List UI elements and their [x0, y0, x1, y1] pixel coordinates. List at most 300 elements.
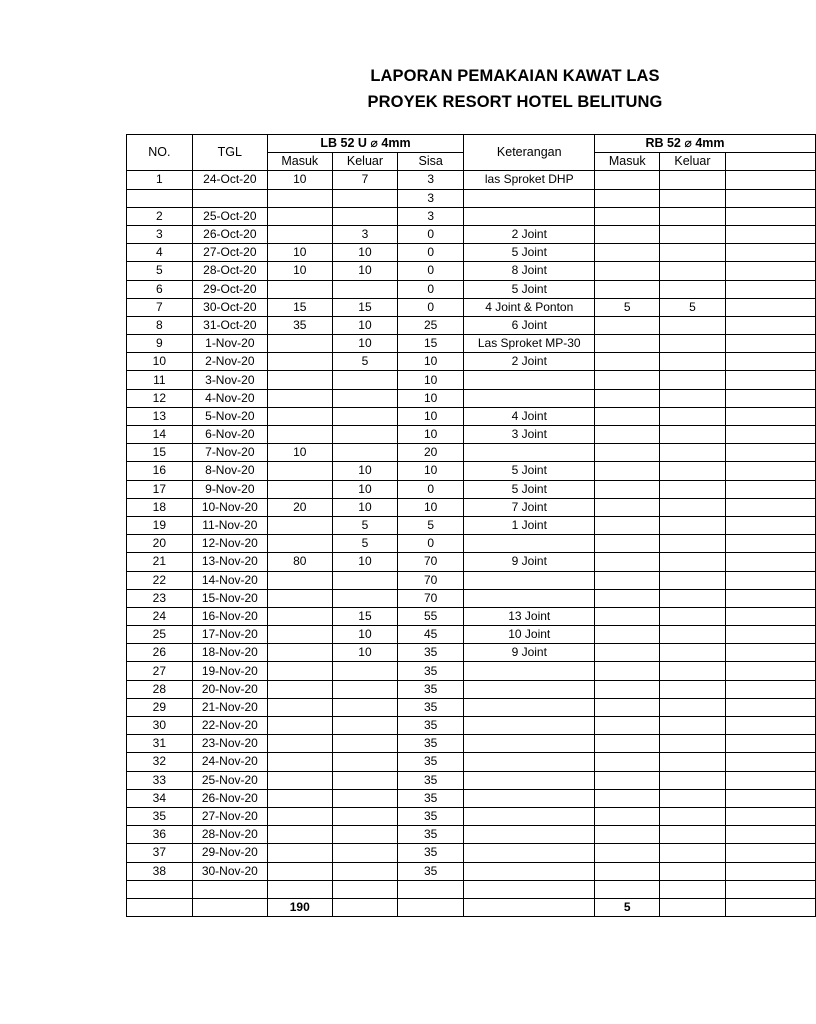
cell-keluar2: [660, 444, 726, 462]
cell-masuk2: [595, 717, 660, 735]
cell-tgl: 19-Nov-20: [192, 662, 267, 680]
table-row: [127, 225, 816, 243]
table-row: [127, 844, 816, 862]
cell-ket: 4 Joint: [464, 407, 595, 425]
cell-masuk2: [595, 680, 660, 698]
cell-no: 24: [127, 607, 193, 625]
cell-tgl: 5-Nov-20: [192, 407, 267, 425]
cell-masuk2: [595, 880, 660, 898]
cell-ket: [464, 771, 595, 789]
cell-sisa: 35: [398, 644, 464, 662]
cell-keluar2: [660, 717, 726, 735]
cell-masuk: 35: [267, 316, 332, 334]
cell-masuk2: [595, 244, 660, 262]
cell-masuk: [267, 207, 332, 225]
cell-keluar2: [660, 353, 726, 371]
cell-sisa2: [725, 862, 815, 880]
cell-keluar2: [660, 407, 726, 425]
table-row: [127, 316, 816, 334]
table-row: [127, 553, 816, 571]
header-masuk-2: Masuk: [595, 153, 660, 171]
cell-keluar2: [660, 880, 726, 898]
cell-sisa: 35: [398, 862, 464, 880]
cell-ket: [464, 717, 595, 735]
cell-no: 19: [127, 516, 193, 534]
cell-sisa2: [725, 244, 815, 262]
header-no: NO.: [127, 135, 193, 171]
cell-keluar2: [660, 316, 726, 334]
cell-sisa: 55: [398, 607, 464, 625]
cell-keluar: 5: [332, 535, 398, 553]
cell-ket: [464, 535, 595, 553]
cell-keluar: 10: [332, 262, 398, 280]
cell-masuk: 80: [267, 553, 332, 571]
cell-no: 22: [127, 571, 193, 589]
total-tgl: [192, 898, 267, 916]
cell-keluar: 10: [332, 462, 398, 480]
cell-masuk: [267, 462, 332, 480]
table-row: [127, 280, 816, 298]
cell-no: 8: [127, 316, 193, 334]
cell-ket: [464, 662, 595, 680]
cell-keluar2: 5: [660, 298, 726, 316]
cell-no: 35: [127, 807, 193, 825]
cell-ket: las Sproket DHP: [464, 171, 595, 189]
cell-ket: 8 Joint: [464, 262, 595, 280]
cell-keluar2: [660, 626, 726, 644]
cell-masuk2: [595, 207, 660, 225]
table-row: [127, 771, 816, 789]
cell-keluar: [332, 407, 398, 425]
cell-no: 28: [127, 680, 193, 698]
cell-sisa: 0: [398, 298, 464, 316]
cell-masuk2: [595, 789, 660, 807]
cell-ket: 7 Joint: [464, 498, 595, 516]
cell-tgl: 25-Nov-20: [192, 771, 267, 789]
cell-tgl: 8-Nov-20: [192, 462, 267, 480]
cell-no: 3: [127, 225, 193, 243]
cell-keluar2: [660, 280, 726, 298]
cell-no: 10: [127, 353, 193, 371]
cell-masuk2: [595, 353, 660, 371]
cell-masuk: [267, 535, 332, 553]
cell-sisa: 0: [398, 262, 464, 280]
cell-no: 32: [127, 753, 193, 771]
cell-masuk: [267, 644, 332, 662]
table-row: [127, 371, 816, 389]
cell-ket: Las Sproket MP-30: [464, 335, 595, 353]
cell-masuk2: [595, 462, 660, 480]
cell-tgl: 30-Oct-20: [192, 298, 267, 316]
cell-sisa: 35: [398, 771, 464, 789]
table-row: [127, 262, 816, 280]
cell-keluar: 10: [332, 316, 398, 334]
cell-masuk: [267, 789, 332, 807]
cell-sisa2: [725, 753, 815, 771]
total-masuk2: 5: [595, 898, 660, 916]
cell-masuk: [267, 280, 332, 298]
cell-keluar2: [660, 480, 726, 498]
cell-keluar2: [660, 862, 726, 880]
report-table-container: [126, 134, 725, 934]
cell-masuk: [267, 589, 332, 607]
cell-masuk2: [595, 171, 660, 189]
cell-sisa: 0: [398, 280, 464, 298]
cell-sisa2: [725, 662, 815, 680]
cell-keluar2: [660, 698, 726, 716]
cell-masuk2: [595, 335, 660, 353]
table-row: [127, 589, 816, 607]
cell-tgl: 4-Nov-20: [192, 389, 267, 407]
cell-keluar2: [660, 244, 726, 262]
cell-tgl: 26-Nov-20: [192, 789, 267, 807]
cell-ket: [464, 189, 595, 207]
cell-ket: [464, 571, 595, 589]
cell-masuk: [267, 771, 332, 789]
cell-sisa2: [725, 444, 815, 462]
cell-sisa: 0: [398, 535, 464, 553]
total-keluar: [332, 898, 398, 916]
cell-tgl: 28-Oct-20: [192, 262, 267, 280]
cell-masuk2: [595, 753, 660, 771]
cell-tgl: 27-Oct-20: [192, 244, 267, 262]
cell-masuk2: [595, 607, 660, 625]
cell-keluar2: [660, 535, 726, 553]
cell-tgl: 28-Nov-20: [192, 826, 267, 844]
header-sisa-2: [725, 153, 815, 171]
cell-sisa2: [725, 698, 815, 716]
cell-sisa: [398, 880, 464, 898]
cell-ket: [464, 880, 595, 898]
cell-no: 23: [127, 589, 193, 607]
cell-ket: 10 Joint: [464, 626, 595, 644]
cell-keluar2: [660, 335, 726, 353]
cell-masuk: [267, 862, 332, 880]
cell-sisa: 35: [398, 844, 464, 862]
cell-sisa2: [725, 353, 815, 371]
cell-masuk: [267, 662, 332, 680]
cell-masuk2: [595, 280, 660, 298]
table-row: [127, 717, 816, 735]
cell-no: 34: [127, 789, 193, 807]
cell-keluar: 10: [332, 553, 398, 571]
cell-ket: 5 Joint: [464, 462, 595, 480]
cell-tgl: 21-Nov-20: [192, 698, 267, 716]
cell-masuk: [267, 735, 332, 753]
cell-sisa: 10: [398, 407, 464, 425]
cell-keluar2: [660, 171, 726, 189]
cell-keluar2: [660, 262, 726, 280]
total-masuk: 190: [267, 898, 332, 916]
cell-keluar: [332, 189, 398, 207]
cell-tgl: 10-Nov-20: [192, 498, 267, 516]
cell-no: 6: [127, 280, 193, 298]
cell-ket: [464, 735, 595, 753]
table-row: [127, 353, 816, 371]
cell-masuk2: [595, 480, 660, 498]
cell-keluar2: [660, 553, 726, 571]
cell-ket: [464, 389, 595, 407]
table-row: [127, 753, 816, 771]
cell-masuk: [267, 880, 332, 898]
cell-sisa2: [725, 225, 815, 243]
cell-no: 2: [127, 207, 193, 225]
cell-ket: 5 Joint: [464, 280, 595, 298]
cell-tgl: 29-Nov-20: [192, 844, 267, 862]
cell-masuk2: [595, 807, 660, 825]
total-no: [127, 898, 193, 916]
cell-ket: [464, 371, 595, 389]
cell-keluar2: [660, 844, 726, 862]
cell-sisa2: [725, 480, 815, 498]
cell-ket: [464, 862, 595, 880]
cell-sisa2: [725, 735, 815, 753]
cell-no: 29: [127, 698, 193, 716]
cell-tgl: 22-Nov-20: [192, 717, 267, 735]
cell-keluar: [332, 807, 398, 825]
cell-keluar: 5: [332, 516, 398, 534]
cell-no: 13: [127, 407, 193, 425]
project-title: PROYEK RESORT HOTEL BELITUNG: [367, 93, 663, 111]
total-sisa2: [725, 898, 815, 916]
cell-keluar: [332, 735, 398, 753]
cell-tgl: 27-Nov-20: [192, 807, 267, 825]
cell-masuk2: [595, 498, 660, 516]
cell-masuk2: [595, 389, 660, 407]
cell-masuk: [267, 680, 332, 698]
cell-keluar2: [660, 589, 726, 607]
cell-keluar2: [660, 371, 726, 389]
cell-tgl: [192, 189, 267, 207]
cell-keluar: 3: [332, 225, 398, 243]
cell-tgl: 3-Nov-20: [192, 371, 267, 389]
cell-sisa2: [725, 407, 815, 425]
table-row: [127, 789, 816, 807]
cell-masuk2: [595, 316, 660, 334]
cell-keluar2: [660, 789, 726, 807]
table-row: [127, 662, 816, 680]
cell-keluar2: [660, 426, 726, 444]
header-masuk: Masuk: [267, 153, 332, 171]
cell-keluar2: [660, 607, 726, 625]
cell-masuk: [267, 626, 332, 644]
cell-sisa2: [725, 535, 815, 553]
cell-masuk2: [595, 771, 660, 789]
header-sisa: Sisa: [398, 153, 464, 171]
cell-ket: [464, 589, 595, 607]
cell-keluar: [332, 426, 398, 444]
cell-sisa: 35: [398, 826, 464, 844]
cell-masuk: [267, 335, 332, 353]
table-row: [127, 626, 816, 644]
cell-ket: [464, 207, 595, 225]
cell-masuk2: [595, 262, 660, 280]
cell-ket: [464, 698, 595, 716]
cell-ket: 9 Joint: [464, 644, 595, 662]
cell-masuk: [267, 480, 332, 498]
cell-masuk2: [595, 862, 660, 880]
table-row: [127, 244, 816, 262]
cell-tgl: 9-Nov-20: [192, 480, 267, 498]
cell-sisa2: [725, 389, 815, 407]
cell-masuk2: [595, 626, 660, 644]
cell-no: [127, 880, 193, 898]
cell-masuk2: [595, 571, 660, 589]
cell-no: 30: [127, 717, 193, 735]
cell-keluar: 15: [332, 298, 398, 316]
cell-sisa2: [725, 462, 815, 480]
table-row: [127, 298, 816, 316]
cell-keluar: 10: [332, 498, 398, 516]
cell-masuk: [267, 607, 332, 625]
table-row: [127, 880, 816, 898]
cell-masuk2: [595, 516, 660, 534]
cell-sisa2: [725, 626, 815, 644]
cell-masuk: 20: [267, 498, 332, 516]
cell-ket: 3 Joint: [464, 426, 595, 444]
cell-masuk: 15: [267, 298, 332, 316]
cell-ket: [464, 826, 595, 844]
cell-sisa2: [725, 298, 815, 316]
cell-sisa2: [725, 717, 815, 735]
cell-tgl: 31-Oct-20: [192, 316, 267, 334]
cell-no: 27: [127, 662, 193, 680]
table-row: [127, 680, 816, 698]
cell-sisa: 15: [398, 335, 464, 353]
cell-tgl: 24-Nov-20: [192, 753, 267, 771]
table-row: [127, 698, 816, 716]
cell-masuk2: 5: [595, 298, 660, 316]
cell-sisa: 3: [398, 171, 464, 189]
cell-sisa: 35: [398, 680, 464, 698]
cell-no: 21: [127, 553, 193, 571]
cell-tgl: 30-Nov-20: [192, 862, 267, 880]
cell-tgl: 29-Oct-20: [192, 280, 267, 298]
cell-ket: 4 Joint & Ponton: [464, 298, 595, 316]
table-row: [127, 171, 816, 189]
cell-sisa: 10: [398, 389, 464, 407]
cell-sisa: 35: [398, 662, 464, 680]
cell-sisa2: [725, 644, 815, 662]
cell-masuk: [267, 225, 332, 243]
table-row: [127, 189, 816, 207]
cell-masuk: 10: [267, 244, 332, 262]
cell-tgl: 20-Nov-20: [192, 680, 267, 698]
cell-no: 11: [127, 371, 193, 389]
cell-sisa: 10: [398, 462, 464, 480]
cell-keluar: 10: [332, 626, 398, 644]
cell-sisa2: [725, 498, 815, 516]
cell-sisa2: [725, 207, 815, 225]
cell-masuk2: [595, 735, 660, 753]
cell-masuk2: [595, 189, 660, 207]
cell-keluar2: [660, 771, 726, 789]
cell-keluar: [332, 444, 398, 462]
cell-ket: [464, 444, 595, 462]
totals-row: [127, 898, 816, 916]
cell-keluar: [332, 862, 398, 880]
cell-keluar: 10: [332, 480, 398, 498]
table-row: [127, 644, 816, 662]
cell-keluar2: [660, 662, 726, 680]
cell-masuk: [267, 516, 332, 534]
cell-masuk2: [595, 826, 660, 844]
cell-sisa2: [725, 516, 815, 534]
cell-keluar: [332, 662, 398, 680]
table-row: [127, 807, 816, 825]
cell-tgl: 1-Nov-20: [192, 335, 267, 353]
header-keluar: Keluar: [332, 153, 398, 171]
cell-masuk: 10: [267, 444, 332, 462]
cell-sisa2: [725, 607, 815, 625]
cell-tgl: 2-Nov-20: [192, 353, 267, 371]
cell-ket: 1 Joint: [464, 516, 595, 534]
cell-sisa2: [725, 553, 815, 571]
total-keluar2: [660, 898, 726, 916]
cell-keluar2: [660, 735, 726, 753]
cell-keluar: [332, 826, 398, 844]
cell-masuk: [267, 826, 332, 844]
table-row: [127, 389, 816, 407]
cell-masuk: [267, 389, 332, 407]
cell-sisa: 10: [398, 353, 464, 371]
cell-ket: 6 Joint: [464, 316, 595, 334]
cell-ket: [464, 680, 595, 698]
cell-masuk: [267, 717, 332, 735]
cell-keluar: 5: [332, 353, 398, 371]
cell-sisa2: [725, 262, 815, 280]
cell-sisa: 35: [398, 698, 464, 716]
cell-tgl: 7-Nov-20: [192, 444, 267, 462]
cell-sisa2: [725, 571, 815, 589]
cell-sisa2: [725, 280, 815, 298]
report-table: [126, 134, 816, 917]
header-group-lb52u: LB 52 U ⌀ 4mm: [267, 135, 463, 153]
cell-masuk: [267, 571, 332, 589]
cell-ket: 2 Joint: [464, 353, 595, 371]
cell-no: 15: [127, 444, 193, 462]
cell-masuk: [267, 844, 332, 862]
cell-ket: 5 Joint: [464, 480, 595, 498]
cell-sisa2: [725, 680, 815, 698]
cell-tgl: 23-Nov-20: [192, 735, 267, 753]
cell-keluar2: [660, 462, 726, 480]
cell-keluar: [332, 880, 398, 898]
cell-no: 14: [127, 426, 193, 444]
cell-sisa: 0: [398, 225, 464, 243]
cell-keluar: [332, 717, 398, 735]
cell-no: 1: [127, 171, 193, 189]
cell-keluar: [332, 371, 398, 389]
cell-tgl: 24-Oct-20: [192, 171, 267, 189]
table-row: [127, 735, 816, 753]
table-row: [127, 480, 816, 498]
cell-sisa: 20: [398, 444, 464, 462]
cell-sisa: 70: [398, 589, 464, 607]
cell-tgl: 14-Nov-20: [192, 571, 267, 589]
cell-masuk2: [595, 662, 660, 680]
cell-tgl: 6-Nov-20: [192, 426, 267, 444]
cell-masuk: [267, 426, 332, 444]
cell-keluar: 10: [332, 644, 398, 662]
cell-keluar: 10: [332, 244, 398, 262]
cell-masuk: [267, 807, 332, 825]
cell-keluar: 15: [332, 607, 398, 625]
cell-keluar2: [660, 225, 726, 243]
table-row: [127, 516, 816, 534]
report-title: LAPORAN PEMAKAIAN KAWAT LAS: [370, 67, 660, 85]
cell-no: 37: [127, 844, 193, 862]
